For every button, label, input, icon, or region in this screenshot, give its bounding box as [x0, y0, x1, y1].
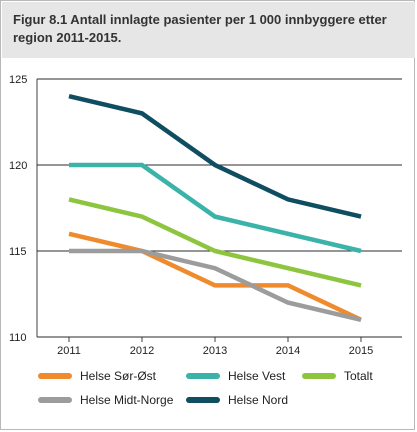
x-tick-label: 2014 — [275, 345, 301, 357]
legend-label: Totalt — [344, 369, 373, 383]
y-tick-label: 115 — [9, 246, 27, 258]
legend-label: Helse Sør-Øst — [80, 369, 157, 383]
y-tick-label: 120 — [9, 160, 28, 172]
series-line-4 — [69, 96, 361, 216]
legend-swatch — [186, 373, 220, 379]
x-tick-label: 2013 — [202, 345, 228, 357]
legend-item-totalt — [302, 368, 373, 384]
legend-item-helse-sor-ost — [38, 368, 156, 384]
legend-item-helse-vest — [186, 368, 285, 384]
legend-label: Helse Midt-Norge — [80, 393, 174, 407]
chart-title: Figur 8.1 Antall innlagte pasienter per 1 000 innbyggere etter region 2011-2015. — [13, 12, 387, 45]
legend-swatch — [186, 397, 220, 403]
y-tick-label: 125 — [9, 74, 28, 86]
legend-item-helse-midt-norge — [38, 392, 173, 408]
legend-label: Helse Nord — [228, 393, 289, 407]
y-tick-label: 110 — [9, 332, 27, 344]
legend — [0, 360, 415, 420]
legend-swatch — [38, 397, 72, 403]
x-tick-label: 2011 — [57, 345, 81, 357]
x-tick-label: 2012 — [129, 345, 155, 357]
x-tick-label: 2015 — [348, 345, 374, 357]
legend-item-helse-nord — [186, 392, 288, 408]
legend-swatch — [38, 373, 72, 379]
legend-swatch — [302, 373, 336, 379]
legend-label: Helse Vest — [228, 369, 286, 383]
